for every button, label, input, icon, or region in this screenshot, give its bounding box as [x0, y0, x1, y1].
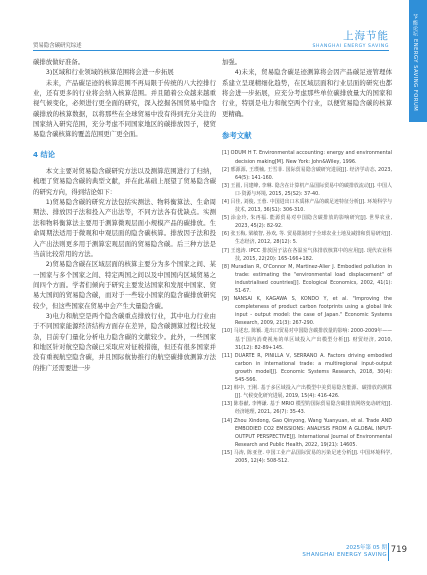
- references-heading: 参考文献: [222, 131, 252, 141]
- reference-item: [2] 邢源源, 王璞楠, 王雪菲. 国际贸易隐含碳研究进展[J]. 经济学动态, 2023, 64(5): 141-160.: [222, 166, 392, 181]
- paragraph: 4)未来，贸易隐含碳足迹测算将会因产品碳足迹管理体系建立呈现精细化趋势，在区域层面和行业层面的研究也都将会进一步拓展，应充分考虑那些单位碳排放量大的国家和行业，特别是电力和航空两个行业，以便贸易隐含碳的核算更精确。: [222, 68, 392, 118]
- reference-item: [7] 王逸涛. IPCC 排放因子法在各温室气体排放核算中的应用[J]. 现代农业科技, 2015, 22(20): 165-166+182.: [222, 247, 392, 262]
- page-number: 719: [390, 545, 407, 555]
- paragraph: 本文主要对贸易隐含碳研究方法以及测算范围进行了归纳，梳理了贸易隐含碳的典型文献，并在此基础上展望了贸易隐含碳的研究方向，得到结论如下：: [33, 167, 216, 196]
- reference-item: [4] 吕佳, 刘俊, 王蓉. 中国进出口木质林产品的碳足迹特征分析[J]. 环境科学与技术, 2013, 36(S1): 306-310.: [222, 198, 392, 214]
- running-title: 贸易隐含碳研究综述: [33, 43, 82, 49]
- reference-item: [3] 王圆, 闫建峰, 李琳. 隐含在计算机产品国际贸易中的碳排放流动[J]. 中国人口·资源与环境, 2015, 25(S2): 37-40.: [222, 182, 392, 197]
- reference-item: [12] 韩中, 王刚. 基于多区域投入产出模型中美贸易隐含能源、碳排放的测算[J]. 气候变化研究进展, 2019, 15(4): 416-426.: [222, 385, 392, 400]
- reference-item: [1] ODUM H T. Environmental accounting: energy and environmental decision making[M]. New York: John&Wiley, 1996.: [222, 150, 392, 165]
- issue-date: 2025年第 05 期: [346, 545, 387, 551]
- sidebar-label: 节能论坛 ENERGY SAVING FORUM: [412, 14, 418, 112]
- journal-brand: [313, 28, 390, 49]
- paragraph: 未来，产品碳足迹的核算范围不再局限于传统的八大控排行业，还有更多的行业将会纳入核算范围。并且随着公众越来越重视气候变化，必须进行更全面的研究，深入挖掘各国贸易中隐含碳排放的核算数据，以将那些在全球贸易中没有得到充分关注的国家纳入研究范围，充分考虑不同国家地区的碳排放因子，使贸易隐含碳核算的覆盖范围更广更全面。: [33, 78, 216, 139]
- right-column: [222, 57, 392, 465]
- section-sidebar: [409, 0, 427, 122]
- reference-item: [9] NANSAI K, KAGAWA S, KONDO Y, et al. "Improving the completeness of product carbon footprints using a global link input - output model: the case of Japan." Economic Systems Research, 2009, 21(3): 267-290.: [222, 296, 392, 327]
- reference-item: [13] 陈春献, 李博谦. 基于 MRIO 模型的国际贸易隐含碳排放网络变动研究[J]. 经济地理, 2021, 26(7): 35-43.: [222, 401, 392, 416]
- subheading: 3)区域和行业领域的核算范围将会进一步拓展: [45, 68, 174, 77]
- section-heading: 4 结论: [33, 149, 55, 159]
- paragraph: 加强。: [222, 58, 242, 66]
- reference-item: [14] Zhou Xindong, Gao Qinyong, Wang Yuanyuan, et al. Trade AND EMBODIED CO2 EMISSIONS: ANALYSIS FROM A GLOBAL INPUT-OUTPUT PERSPECTIVE[J]. International Journal of Environmental Research and Public Health, 2022, 19(21): 14605.: [222, 417, 392, 448]
- paragraph: 3)电力和航空是两个隐含碳重点排放行业，其中电力行业由于不同国家能源经济结构方面存在差异，隐含碳测算过程比较复杂，目前专门量化分析电力隐含碳的文献较少。此外，一些国家和地区针对航空隐含碳已采取应对征税措施，但还有很多国家并没有重视航空隐含碳，并且国际航协推行的航空碳排放测算方法的推广还需要进一步: [33, 311, 216, 372]
- journal-brand-en: SHANGHAI ENERGY SAVING: [312, 44, 389, 49]
- reference-item: [8] Muradian R, O'Connor M, Martinez-Alier J. Embodied pollution in trade: estimating the "environmental load displacement" of industrialised countries[J]. Ecological Economics, 2002, 41(1): 51-67.: [222, 263, 392, 294]
- journal-brand-cn: 上海节能: [343, 30, 389, 42]
- reference-item: [11] DUARTE R, PINILLA V, SERRANO A. Factors driving embodied carbon in international trade: a multiregional input-output growth model[J]. Economic Systems Research, 2018, 30(4): 545-566.: [222, 352, 392, 384]
- footer-brand: SHANGHAI ENERGY SAVING: [302, 552, 387, 558]
- paragraph: 2)贸易隐含碳在区域层面的核算主要分为多个国家之间、某一国家与多个国家之间、特定两国之间以及中国国内区域贸易之间四个方面。学者们倾向于研究主要发达国家和发展中国家、贸易大国间的贸易隐含碳，而对于一些较小国家的隐含碳排放研究较少，但这些国家在贸易中会产生大量隐含碳。: [33, 260, 216, 310]
- footer-divider: [388, 543, 389, 561]
- reference-item: [5] 涂金玲, 朱再福. 能源贸易对中国隐含碳排放的影响研究[J]. 世界农业, 2023, 45(2): 82-92.: [222, 215, 392, 230]
- left-column: [33, 57, 216, 373]
- footer: [302, 543, 387, 558]
- reference-item: [6] 张玉梅, 梁敏智, 孙欢, 等. 贸易限制对于全球农业土地及减排和贸易研究[J]. 生态经济, 2012, 28(12): 5.: [222, 231, 392, 246]
- header-divider: [33, 50, 389, 51]
- paragraph: 1)贸易隐含碳的研究方法包括实测法、物料衡算法、生命周期法、排放因子法和投入产出法等，不同方法各有优缺点。实测法和物料衡算法主要用于测算微观层面小规模产品的碳排放。生命周期法适用于微观和中观层面的隐含碳核算。排放因子法和投入产出法则更多用于测算宏观层面的贸易隐含碳。后三种方法是当前比较常用的方法。: [33, 198, 216, 258]
- reference-item: [15] 马涛, 陈亚登. 中国工业产品国际贸易的污染足迹分析[J]. 中国环境科学, 2005, 12(4): 508-512.: [222, 449, 392, 464]
- paragraph: 碳排放做好准备。: [33, 58, 85, 66]
- reference-item: [10] 马述忠, 陈颖. 进出口贸易对中国隐含碳排放量的影响: 2000-2009年——基于国内消费视角的单区域投入产出模型分析[J]. 财贸经济, 2010, 31(12): 82-89+145.: [222, 328, 392, 351]
